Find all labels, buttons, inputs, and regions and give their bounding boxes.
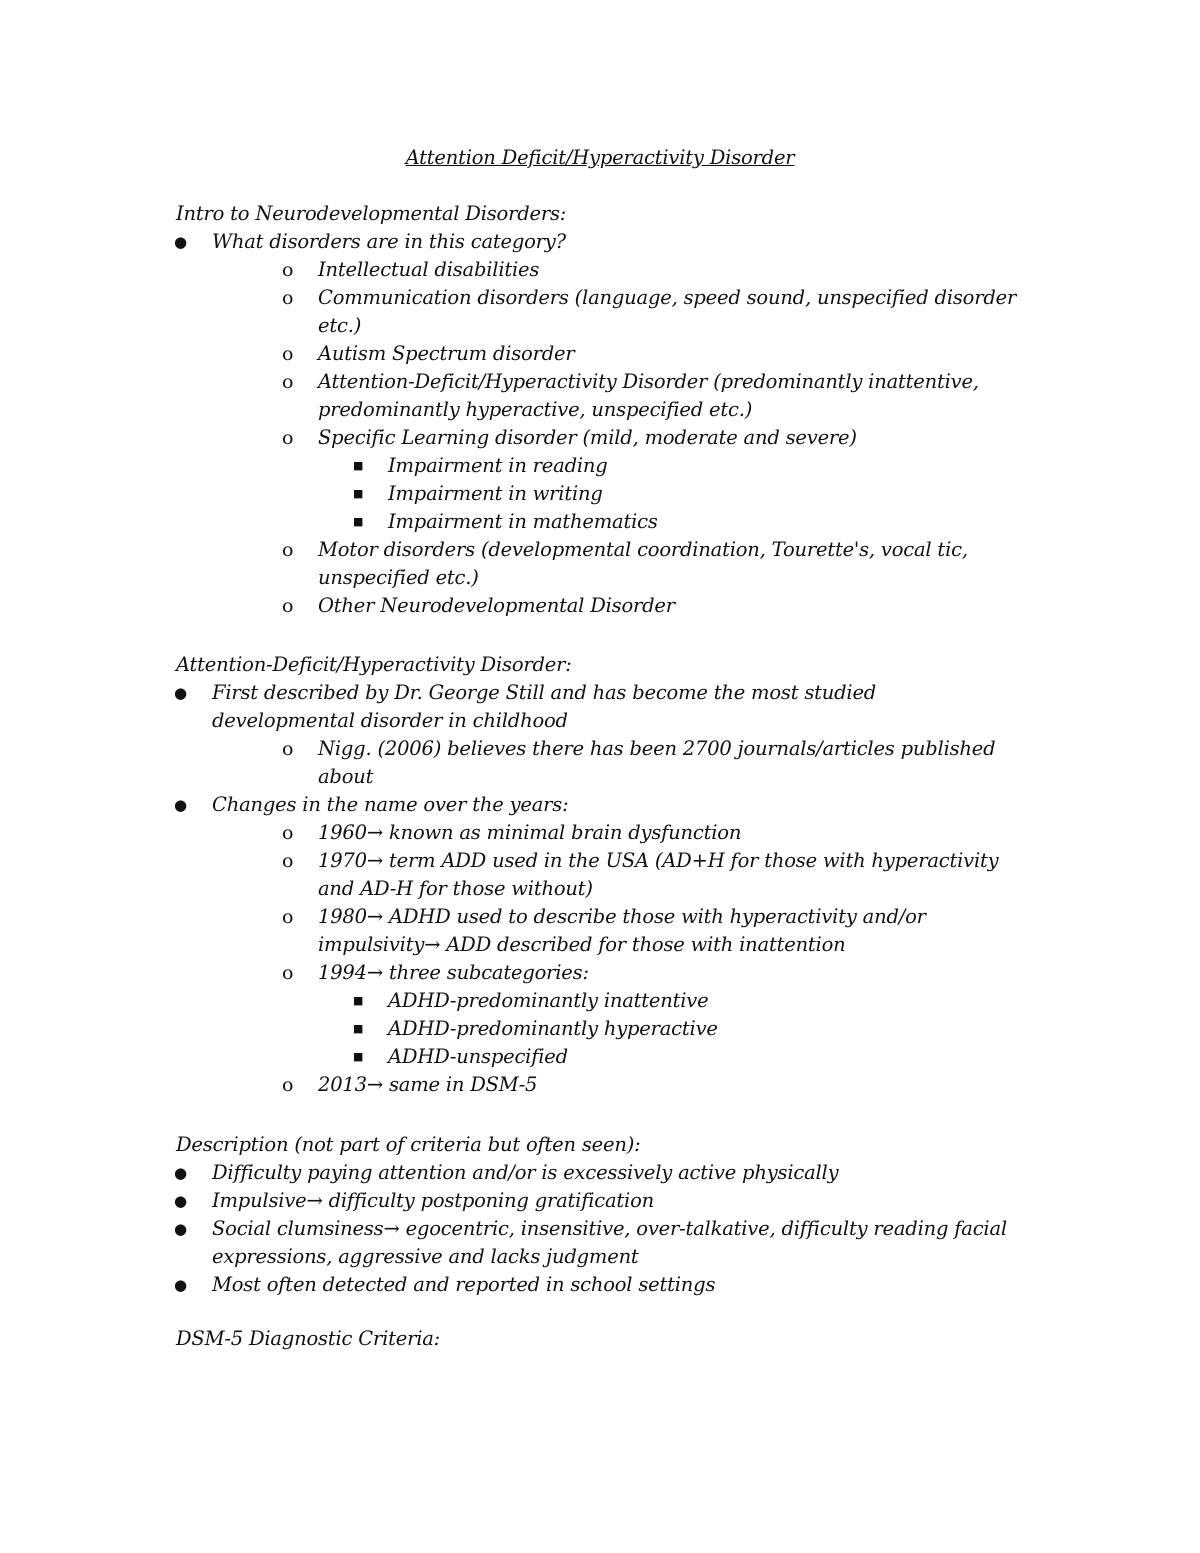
list-item: ● Social clumsiness→ egocentric, insensitive, over-talkative, difficulty reading facial expressions, aggressive and lacks judgment [174, 1217, 1007, 1268]
sub-list-item: o Motor disorders (developmental coordination, Tourette's, vocal tic, unspecified etc.) [282, 538, 968, 589]
sub-list-item: o Other Neurodevelopmental Disorder [176, 592, 1018, 620]
section-dsm5 [176, 1325, 1056, 1353]
sub-list-item: o 1980→ ADHD used to describe those with hyperactivity and/or impulsivity→ ADD described for those with inattention [282, 905, 926, 956]
square-bullet-icon: ■ [353, 515, 364, 528]
bullet-icon: ● [174, 1220, 187, 1238]
bullet-icon: ● [174, 1164, 187, 1182]
circle-bullet-icon: o [282, 962, 294, 984]
circle-bullet-icon: o [282, 738, 294, 760]
circle-bullet-icon: o [282, 259, 294, 281]
list-item: ● Difficulty paying attention and/or is excessively active physically [176, 1159, 1022, 1187]
bullet-icon: ● [174, 233, 187, 251]
sub-list-item: o 2013→ same in DSM-5 [176, 1071, 1018, 1099]
section-heading: Attention-Deficit/Hyperactivity Disorder: [176, 653, 572, 676]
section-description [176, 1131, 1056, 1299]
square-bullet-icon: ■ [353, 487, 364, 500]
circle-bullet-icon: o [282, 595, 294, 617]
square-bullet-icon: ■ [353, 1022, 364, 1035]
section-adhd [176, 651, 1056, 1099]
circle-bullet-icon: o [282, 539, 294, 561]
list-item: ● Impulsive→ difficulty postponing gratification [176, 1187, 1022, 1215]
sub-sub-list-item: ■ Impairment in mathematics [176, 508, 988, 536]
bullet-icon: ● [174, 796, 187, 814]
square-bullet-icon: ■ [353, 1050, 364, 1063]
circle-bullet-icon: o [282, 371, 294, 393]
sub-sub-list-item: ■ Impairment in reading [176, 452, 988, 480]
list-item: ● What disorders are in this category? [176, 228, 1022, 256]
circle-bullet-icon: o [282, 343, 294, 365]
sub-list-item: o Intellectual disabilities [176, 256, 1018, 284]
section-intro [176, 200, 1056, 620]
sub-sub-list-item: ■ Impairment in writing [176, 480, 988, 508]
document-title: Attention Deficit/Hyperactivity Disorder [405, 146, 795, 169]
sub-list-item: o 1960→ known as minimal brain dysfunction [176, 819, 1018, 847]
list-item: ● Changes in the name over the years: [176, 791, 1022, 819]
list-item: ● First described by Dr. George Still and has become the most studied developmental disorder in childhood [174, 681, 877, 732]
sub-list-item: o Attention-Deficit/Hyperactivity Disorder (predominantly inattentive, predominantly hyperactive, unspecified etc.) [282, 370, 979, 421]
circle-bullet-icon: o [282, 906, 294, 928]
circle-bullet-icon: o [282, 822, 294, 844]
bullet-icon: ● [174, 1276, 187, 1294]
circle-bullet-icon: o [282, 850, 294, 872]
sub-sub-list-item: ■ ADHD-unspecified [176, 1043, 988, 1071]
circle-bullet-icon: o [282, 427, 294, 449]
sub-sub-list-item: ■ ADHD-predominantly inattentive [176, 987, 988, 1015]
square-bullet-icon: ■ [353, 994, 364, 1007]
sub-list-item: o Autism Spectrum disorder [176, 340, 1018, 368]
sub-list-item: o 1970→ term ADD used in the USA (AD+H for those with hyperactivity and AD-H for those without) [282, 849, 999, 900]
square-bullet-icon: ■ [353, 459, 364, 472]
bullet-icon: ● [174, 1192, 187, 1210]
circle-bullet-icon: o [282, 1074, 294, 1096]
sub-list-item: o Specific Learning disorder (mild, moderate and severe) [176, 424, 1018, 452]
section-heading: Intro to Neurodevelopmental Disorders: [176, 202, 567, 225]
sub-list-item: o 1994→ three subcategories: [176, 959, 1018, 987]
section-heading: DSM-5 Diagnostic Criteria: [176, 1327, 441, 1350]
bullet-icon: ● [174, 684, 187, 702]
section-heading: Description (not part of criteria but often seen): [176, 1133, 641, 1156]
sub-list-item: o Nigg. (2006) believes there has been 2700 journals/articles published about [282, 737, 996, 788]
circle-bullet-icon: o [282, 287, 294, 309]
sub-sub-list-item: ■ ADHD-predominantly hyperactive [176, 1015, 988, 1043]
sub-list-item: o Communication disorders (language, speed sound, unspecified disorder etc.) [282, 286, 1017, 337]
list-item: ● Most often detected and reported in school settings [176, 1271, 1022, 1299]
